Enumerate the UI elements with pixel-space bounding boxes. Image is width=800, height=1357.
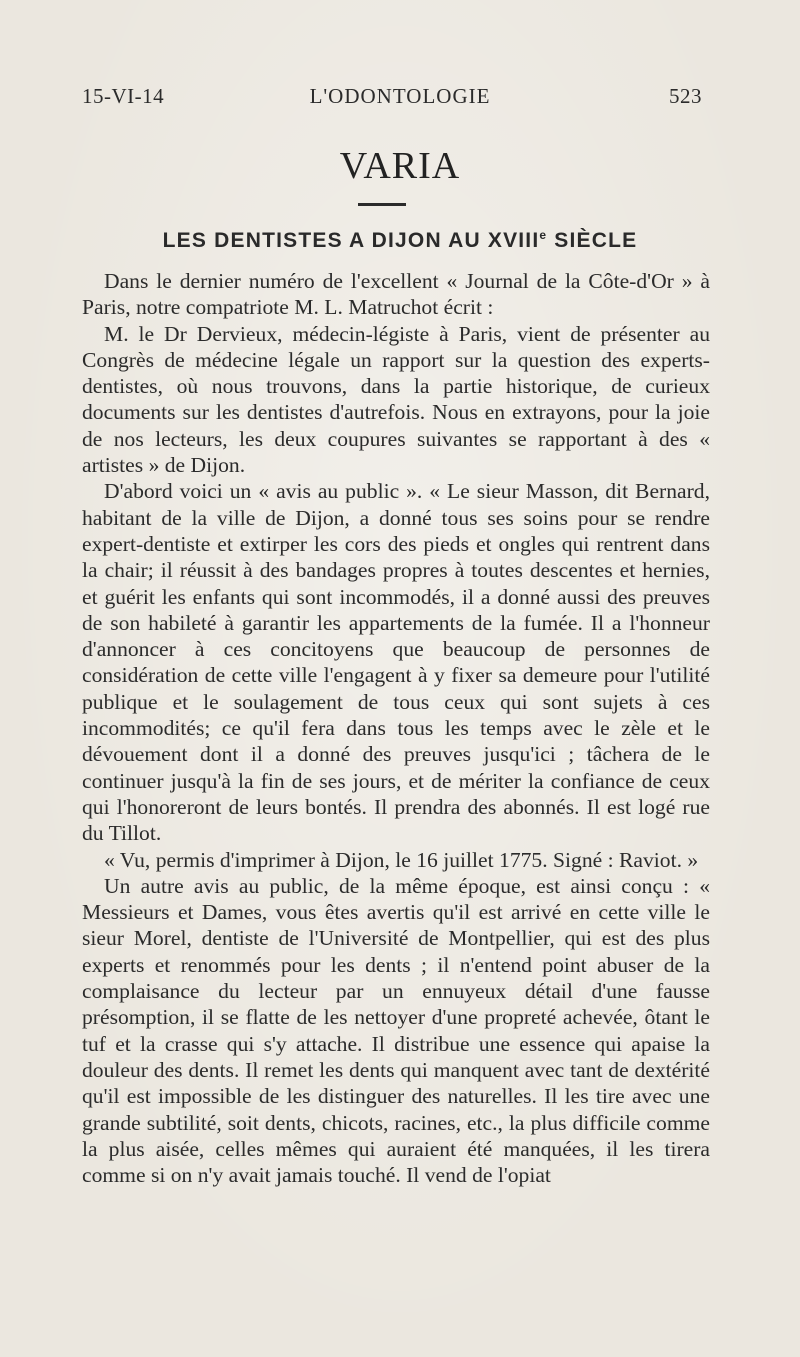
page-number: 523 xyxy=(669,84,702,108)
paragraph-1: Dans le dernier numéro de l'excellent « Journal de la Côte-d'Or » à Paris, notre compatriote M. L. Matruchot écrit : xyxy=(82,269,710,320)
paragraph-4: « Vu, permis d'imprimer à Dijon, le 16 juillet 1775. Signé : Raviot. » xyxy=(104,847,699,872)
article-title-superscript: e xyxy=(539,228,548,242)
issue-date: 15-VI-14 xyxy=(82,84,165,108)
paragraph-5: Un autre avis au public, de la même époque, est ainsi conçu : « Messieurs et Dames, vous êtes avertis qu'il est arrivé en cette ville le sieur Morel, dentiste de l'Université de Montpellier, qui est des plus experts et renommés pour les dents ; il n'entend point abuser de la complaisance du lecteur par un ennuyeux détail d'une fausse présomption, il se flatte de les nettoyer d'une propreté achevée, ôtant le tuf et la crasse qui s'y attache. Il distribue une essence qui apaise la douleur des dents. Il remet les dents qui manquent avec tant de dextérité qu'il est impossible de les distinguer des naturelles. Il les tire avec une grande subtilité, soit dents, chicots, racines, etc., la plus difficile comme la plus aisée, celles mêmes qui auraient été manquées, il les tirera comme si on n'y avait jamais touché. Il vend de l'opiat xyxy=(82,873,710,1188)
article-title xyxy=(0,228,800,253)
title-divider xyxy=(358,203,406,206)
paragraph-2: M. le Dr Dervieux, médecin-légiste à Paris, vient de présenter au Congrès de médecine légale un rapport sur la question des experts-dentistes, où nous trouvons, dans la partie historique, de curieux documents sur les dentistes d'autrefois. Nous en extrayons, pour la joie de nos lecteurs, les deux coupures suivantes se rapportant à des « artistes » de Dijon. xyxy=(82,321,710,478)
section-title: VARIA xyxy=(339,145,461,187)
article-title-main: LES DENTISTES A DIJON AU XVIII xyxy=(162,229,540,252)
article-body xyxy=(82,268,710,1188)
article-title-end: SIÈCLE xyxy=(547,229,638,252)
journal-name: L'ODONTOLOGIE xyxy=(309,84,491,108)
running-head xyxy=(0,84,800,114)
paragraph-3: D'abord voici un « avis au public ». « Le sieur Masson, dit Bernard, habitant de la ville de Dijon, a donné tous ses soins pour se rendre expert-dentiste et extirper les cors des pieds et ongles qui rentrent dans la chair; il réussit à des bandages propres à toutes descentes et hernies, et guérit les enfants qui sont incommodés, il a donné aussi des preuves de son habileté à garantir les appartements de la fumée. Il a l'honneur d'annoncer à ces concitoyens que beaucoup de personnes de considération de cette ville l'engagent à y fixer sa demeure pour l'utilité publique et le soulagement de tous ceux qui sont sujets à ces incommodités; ce qu'il fera dans tous les temps avec le zèle et le dévouement dont il a donné des preuves jusqu'ici ; tâchera de le continuer jusqu'à la fin de ses jours, et de mériter la confiance de ceux qui l'honoreront de leurs bontés. Il prendra des abonnés. Il est logé rue du Tillot. xyxy=(82,479,710,846)
